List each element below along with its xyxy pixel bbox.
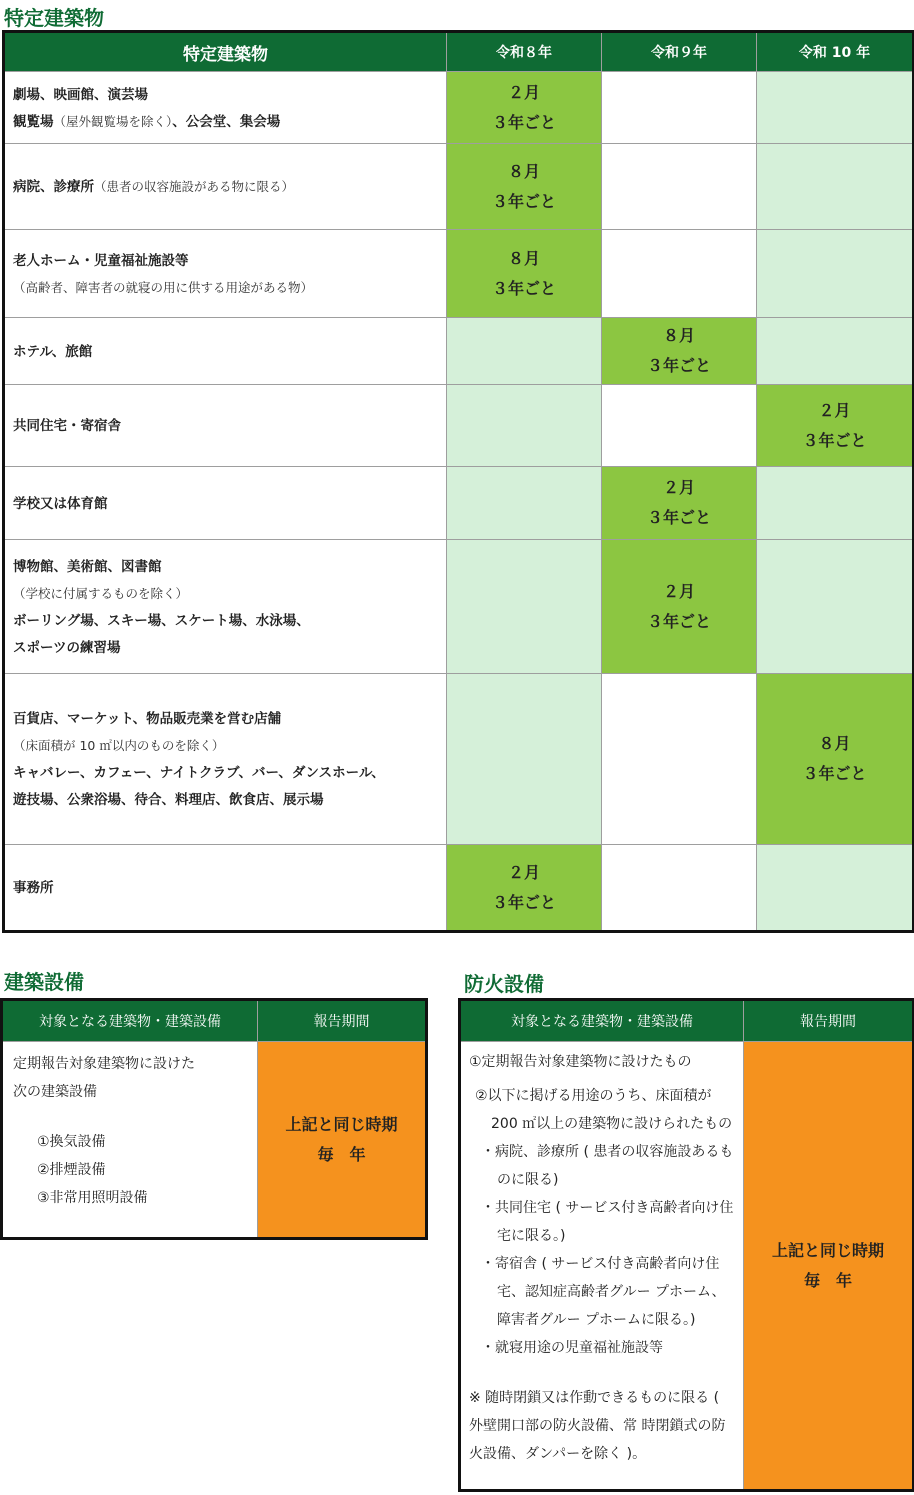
report-cycle: ３年ごと — [491, 278, 556, 298]
category-line — [13, 490, 438, 517]
row-department-store — [4, 674, 914, 845]
category-line — [13, 874, 438, 901]
category-line — [13, 607, 438, 634]
schedule-cell-active — [602, 467, 757, 540]
building-header-target: 対象となる建築物・建築設備 — [2, 1000, 258, 1042]
report-month: ２月 — [662, 478, 695, 497]
fire-bullet-child-welfare: ・就寝用途の児童福祉施設等 — [481, 1340, 663, 1356]
schedule-cell-active — [447, 230, 602, 318]
schedule-cell-empty — [757, 230, 914, 318]
category-cell — [4, 540, 447, 674]
fire-header-period: 報告期間 — [744, 1000, 914, 1042]
building-header-period: 報告期間 — [258, 1000, 427, 1042]
schedule-cell-empty — [602, 230, 757, 318]
report-cycle: ３年ごと — [491, 112, 556, 132]
category-note: （学校に付属するものを除く） — [13, 585, 189, 601]
building-period-cell — [258, 1042, 427, 1239]
header-r8: 令和８年 — [447, 32, 602, 72]
category-line — [13, 553, 438, 580]
fire-period-cell — [744, 1042, 914, 1491]
building-item-smoke-exhaust: ②排煙設備 — [37, 1162, 106, 1178]
report-month: ２月 — [507, 862, 540, 882]
main-body — [4, 72, 914, 932]
category-line — [13, 786, 438, 813]
category-note: （床面積が 10 ㎡以内のものを除く） — [13, 738, 225, 753]
building-intro-2: 次の建築設備 — [13, 1084, 97, 1100]
fire-period-line-1: 上記と同じ時期 — [771, 1240, 884, 1260]
report-month: ２月 — [662, 581, 695, 601]
category-line — [13, 173, 438, 200]
category-name: 、公会堂、集会場 — [172, 113, 281, 130]
schedule-cell-empty — [602, 144, 757, 230]
report-cycle: ３年ごと — [802, 764, 867, 783]
row-school — [4, 467, 914, 540]
report-month: ２月 — [507, 82, 540, 102]
report-cycle: ３年ごと — [491, 892, 556, 912]
category-name: 学校又は体育館 — [13, 495, 108, 512]
category-name: 老人ホーム・児童福祉施設等 — [13, 252, 189, 269]
fire-header-target: 対象となる建築物・建築設備 — [460, 1000, 744, 1042]
report-cycle: ３年ごと — [802, 430, 867, 450]
schedule-cell-empty — [602, 72, 757, 144]
header-r10: 令和 10 年 — [757, 32, 914, 72]
report-month: ２月 — [818, 400, 851, 420]
report-cycle: ３年ごと — [646, 611, 711, 631]
report-cycle: ３年ごと — [646, 508, 711, 527]
schedule-cell-empty — [447, 674, 602, 845]
fire-bullet-apartment: ・共同住宅 ( サービス付き高齢者向け住宅に限る。) — [481, 1200, 734, 1244]
category-cell — [4, 385, 447, 467]
schedule-cell-empty — [447, 540, 602, 674]
header-building-type: 特定建築物 — [4, 32, 447, 72]
building-item-emergency-lighting: ③非常用照明設備 — [37, 1190, 148, 1206]
report-cycle: ３年ごと — [491, 191, 556, 211]
fire-bullet-hospital: ・病院、診療所 ( 患者の収容施設あるものに限る) — [481, 1144, 734, 1188]
row-office — [4, 845, 914, 932]
category-note: （患者の収容施設がある物に限る） — [94, 179, 295, 194]
category-name: キャバレー、カフェー、ナイトクラブ、バー、ダンスホール、 — [13, 765, 385, 781]
category-line — [13, 247, 438, 274]
report-month: ８月 — [662, 326, 695, 345]
report-month: ８月 — [818, 734, 851, 753]
schedule-cell-empty — [447, 385, 602, 467]
category-line — [13, 274, 438, 301]
building-period-line-2: 毎 年 — [317, 1144, 366, 1164]
schedule-cell-active — [447, 72, 602, 144]
schedule-cell-active — [447, 144, 602, 230]
category-note: （高齢者、障害者の就寝の用に供する用途がある物） — [13, 279, 314, 295]
report-month: ８月 — [507, 161, 540, 181]
schedule-cell-empty — [602, 385, 757, 467]
schedule-cell-empty — [757, 144, 914, 230]
schedule-cell-empty — [757, 72, 914, 144]
category-line — [13, 705, 438, 732]
category-cell — [4, 230, 447, 318]
building-period-line-1: 上記と同じ時期 — [285, 1114, 398, 1134]
schedule-cell-active — [447, 845, 602, 932]
category-name: 観覧場 — [13, 113, 54, 130]
fire-note: ※ 随時閉鎖又は作動できるものに限る ( 外壁開口部の防火設備、常 時閉鎖式の防火設備、ダンパーを除く )。 — [469, 1390, 726, 1462]
report-cycle: ３年ごと — [646, 356, 711, 375]
main-header-row — [4, 32, 914, 72]
schedule-cell-empty — [602, 674, 757, 845]
fire-equipment-table — [458, 998, 914, 1492]
category-line — [13, 412, 438, 439]
category-name: 事務所 — [13, 880, 54, 896]
category-line — [13, 338, 438, 365]
category-line — [13, 759, 438, 786]
building-target-cell — [2, 1042, 258, 1239]
row-apartment — [4, 385, 914, 467]
category-cell — [4, 72, 447, 144]
schedule-cell-empty — [757, 540, 914, 674]
category-name: 百貨店、マーケット、物品販売業を営む店舗 — [13, 711, 282, 727]
category-cell — [4, 674, 447, 845]
category-cell — [4, 144, 447, 230]
schedule-cell-empty — [447, 318, 602, 385]
fire-bullet-dormitory: ・寄宿舎 ( サービス付き高齢者向け住宅、認知症高齢者グルー プホーム、障害者グルー プホームに限る。) — [481, 1256, 726, 1328]
building-item-ventilation: ①換気設備 — [37, 1134, 106, 1150]
row-hotel — [4, 318, 914, 385]
fire-target-cell — [460, 1042, 744, 1491]
building-intro-1: 定期報告対象建築物に設けた — [13, 1056, 195, 1072]
category-cell — [4, 467, 447, 540]
report-month: ８月 — [507, 248, 540, 268]
schedule-cell-empty — [757, 318, 914, 385]
category-name: ホテル、旅館 — [13, 343, 93, 360]
main-schedule-table — [2, 30, 914, 933]
main-section-title: 特定建築物 — [4, 6, 104, 30]
schedule-cell-empty — [757, 467, 914, 540]
category-cell — [4, 318, 447, 385]
category-name: スポーツの練習場 — [13, 639, 121, 656]
schedule-cell-active — [757, 385, 914, 467]
category-name: 劇場、映画館、演芸場 — [13, 86, 148, 103]
category-name: 博物館、美術館、図書館 — [13, 558, 162, 575]
building-equipment-table — [0, 998, 428, 1240]
category-name: 共同住宅・寄宿舎 — [13, 418, 121, 434]
row-hospital — [4, 144, 914, 230]
fire-period-line-2: 毎 年 — [803, 1270, 852, 1290]
header-r9: 令和９年 — [602, 32, 757, 72]
category-line — [13, 108, 438, 135]
row-elderly-home — [4, 230, 914, 318]
category-name: 遊技場、公衆浴場、待合、料理店、飲食店、展示場 — [13, 792, 324, 808]
row-museum — [4, 540, 914, 674]
category-line — [13, 732, 438, 759]
category-cell — [4, 845, 447, 932]
category-name: ボーリング場、スキー場、スケート場、水泳場、 — [13, 612, 310, 629]
schedule-cell-empty — [602, 845, 757, 932]
schedule-cell-empty — [757, 845, 914, 932]
category-note: （屋外観覧場を除く） — [53, 113, 173, 129]
category-name: 病院、診療所 — [13, 179, 94, 195]
schedule-cell-active — [602, 540, 757, 674]
fire-item-2: ②以下に掲げる用途のうち、床面積が200 ㎡以上の建築物に設けられたもの — [475, 1088, 733, 1132]
fire-section-title: 防火設備 — [464, 972, 544, 996]
building-section-title: 建築設備 — [4, 970, 84, 994]
schedule-cell-active — [757, 674, 914, 845]
fire-item-1: ①定期報告対象建築物に設けたもの — [469, 1054, 692, 1070]
category-line — [13, 634, 438, 661]
schedule-cell-empty — [447, 467, 602, 540]
row-theater — [4, 72, 914, 144]
category-line — [13, 81, 438, 108]
schedule-cell-active — [602, 318, 757, 385]
category-line — [13, 580, 438, 607]
